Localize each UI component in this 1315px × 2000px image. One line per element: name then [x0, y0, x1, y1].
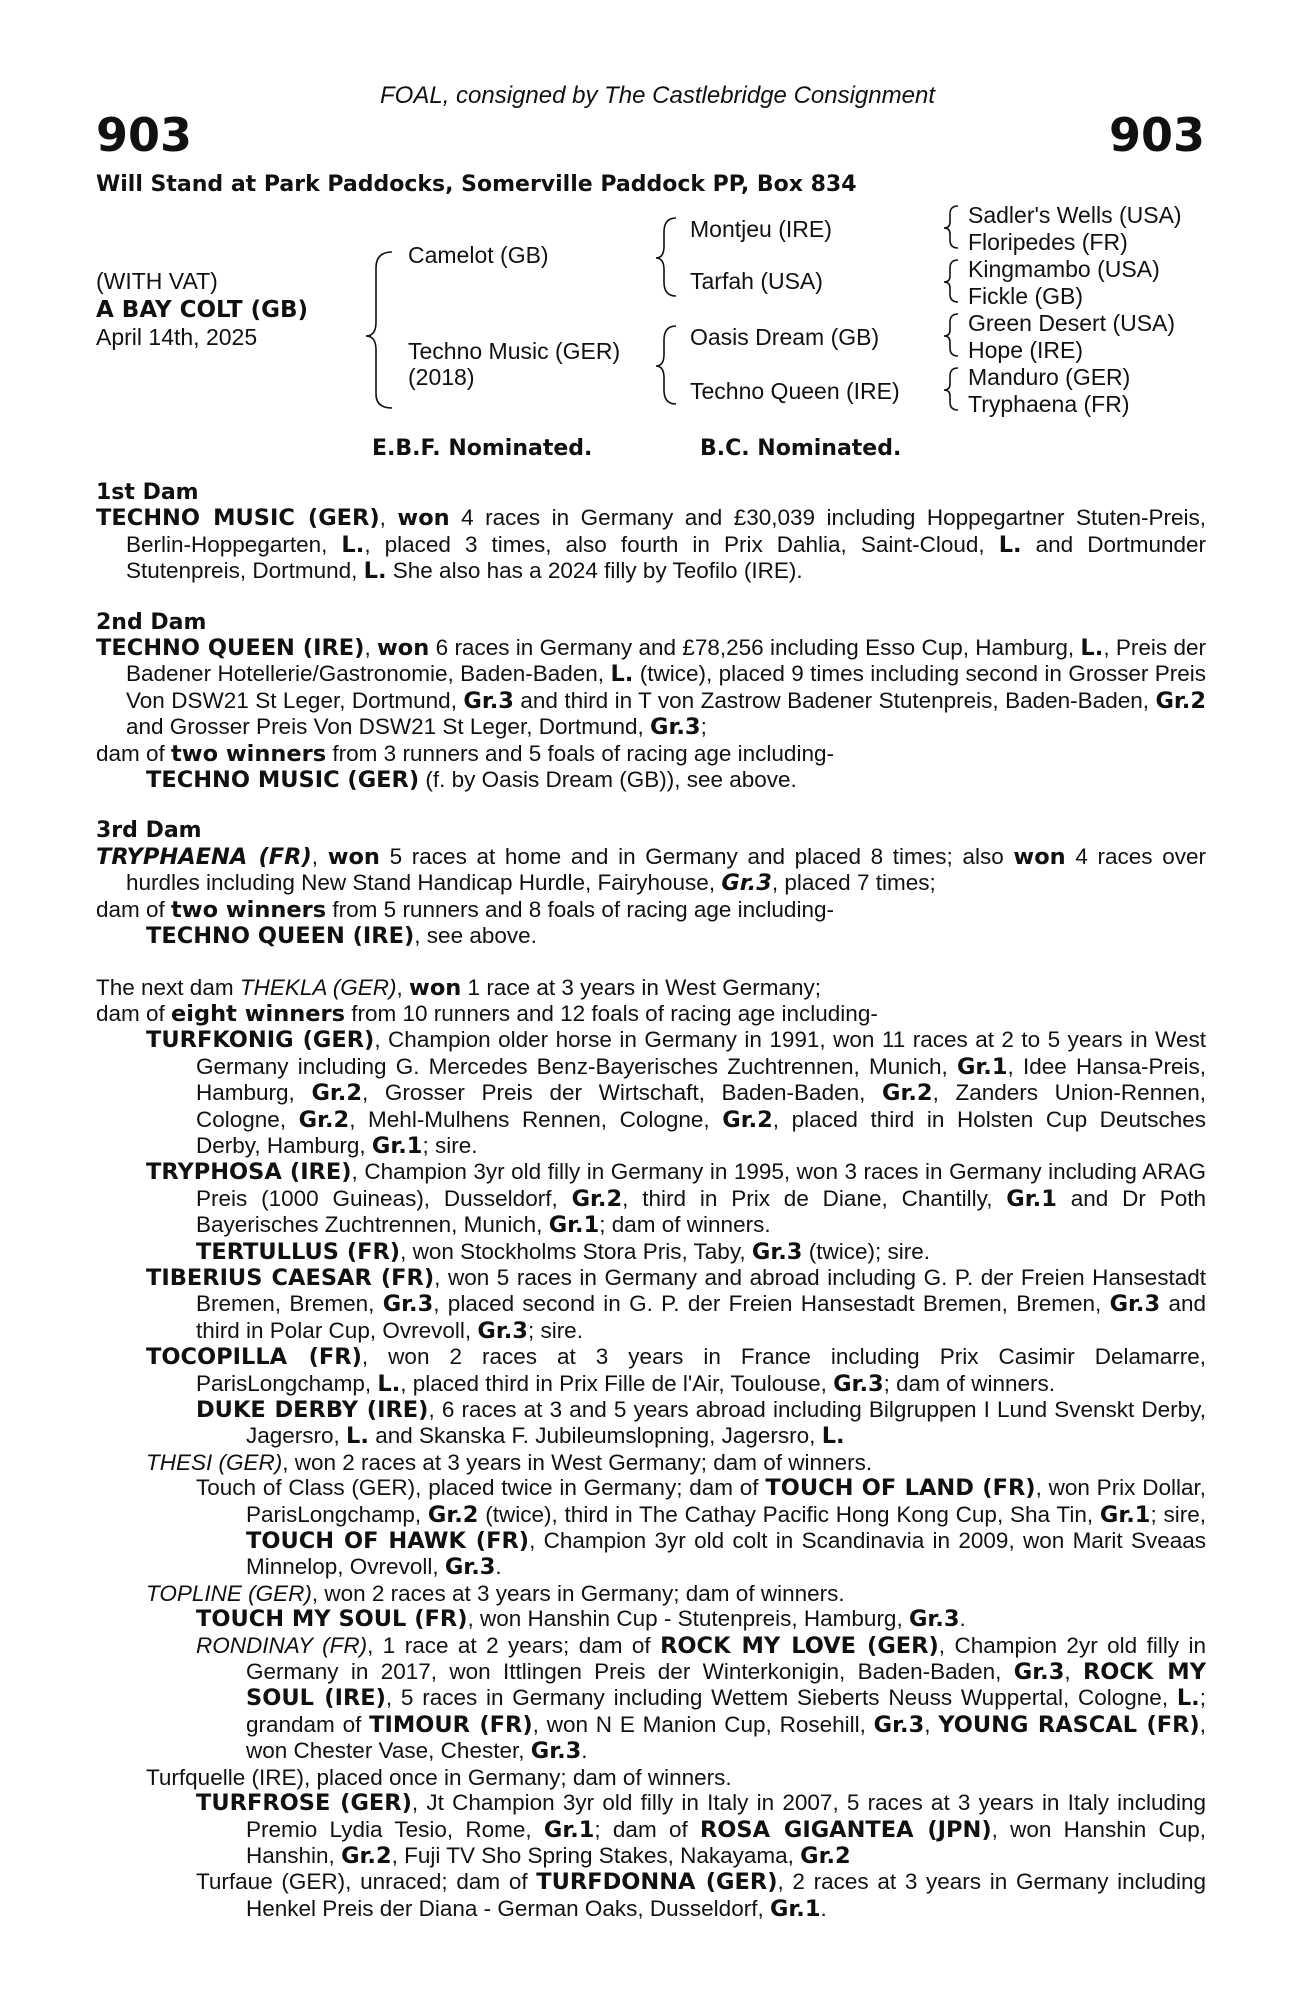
- text: 5 races at home and in Germany and placed 8 times; also: [379, 843, 1014, 869]
- horse-name: TECHNO QUEEN (IRE): [146, 923, 415, 950]
- dam-name: Techno Music (GER): [408, 338, 621, 364]
- text: .: [820, 1895, 827, 1921]
- grade-label: Gr.3: [650, 714, 701, 741]
- grade-label: Gr.3: [477, 1317, 528, 1344]
- text: She also has a 2024 filly by Teofilo (IRE).: [386, 558, 803, 584]
- text: , third in Prix de Diane, Chantilly,: [622, 1185, 1007, 1211]
- text: Touch of Class (GER), placed twice in Germany; dam of: [196, 1475, 766, 1501]
- text: (twice), third in The Cathay Pacific Hong Kong Cup, Sha Tin,: [478, 1501, 1100, 1527]
- produce-rondinay: [96, 1633, 1206, 1765]
- text: (twice); sire.: [802, 1238, 930, 1264]
- text: , placed second in G. P. der Freien Hansestadt Bremen, Bremen,: [433, 1291, 1110, 1317]
- horse-name: TOPLINE (GER): [146, 1580, 312, 1606]
- text: ,: [364, 635, 378, 661]
- horse-name: DUKE DERBY (IRE): [196, 1397, 429, 1423]
- grade-label: Gr.1: [543, 1816, 595, 1843]
- grade-label: Gr.2: [427, 1501, 479, 1528]
- horse-name: TRYPHOSA (IRE): [146, 1159, 352, 1186]
- grade-label: Gr.3: [444, 1554, 496, 1581]
- won-label: won: [409, 974, 462, 1001]
- grade-label: Gr.1: [1099, 1501, 1151, 1528]
- third-dam-produce: [96, 923, 1206, 949]
- text: , won 2 races at 3 years in Germany; dam of winners.: [311, 1580, 845, 1606]
- text: dam of: [96, 740, 172, 766]
- text: , 5 races in Germany including Wettem Sieberts Neuss Wuppertal, Cologne,: [385, 1685, 1177, 1711]
- pedigree-g3-7: Manduro (GER): [968, 364, 1131, 390]
- text: from 10 runners and 12 foals of racing age including-: [345, 1000, 878, 1026]
- text: ,: [311, 843, 328, 869]
- horse-name: TECHNO QUEEN (IRE): [96, 635, 365, 662]
- horse-name: TOUCH OF LAND (FR): [765, 1475, 1036, 1502]
- text: , Zanders Union-Rennen, Cologne,: [196, 1080, 1206, 1132]
- grade-label: Gr.3: [833, 1370, 884, 1397]
- text: Turfaue (GER), unraced; dam of: [196, 1869, 537, 1895]
- horse-name: TIMOUR (FR): [369, 1711, 533, 1738]
- second-dam-section: [96, 610, 1206, 794]
- text: , won 2 races at 3 years in France including Prix Casimir Delamarre, ParisLongchamp,: [196, 1344, 1206, 1396]
- produce-tocopilla: [96, 1344, 1206, 1397]
- text: (twice), placed 9 times including second in Grosser Preis Von DSW21 St Leger, Dortmund,: [126, 661, 1206, 713]
- text: ; dam of winners.: [883, 1370, 1055, 1396]
- grade-label: Gr.2: [571, 1185, 623, 1212]
- text: , won N E Manion Cup, Rosehill,: [532, 1711, 874, 1737]
- horse-name: TOCOPILLA (FR): [146, 1344, 362, 1371]
- text: Turfquelle (IRE), placed once in Germany; dam of winners.: [146, 1764, 732, 1790]
- won-label: won: [397, 505, 450, 532]
- text: ,: [379, 505, 398, 531]
- horse-name: TOUCH MY SOUL (FR): [196, 1606, 468, 1633]
- second-dam-heading: 2nd Dam: [96, 609, 207, 635]
- text: ,: [1064, 1659, 1083, 1685]
- produce-thesi: [96, 1450, 1206, 1475]
- text: , 2 races at 3 years in Germany including Henkel Preis der Diana - German Oaks, Dusseldorf,: [246, 1869, 1206, 1921]
- text: , Champion older horse in Germany in 1991, won 11 races at 2 to 5 years in West Germany including G. Mercedes Benz-Bayerisches Zuchtrennen, Munich,: [196, 1027, 1206, 1079]
- grade-label: Gr.3: [873, 1711, 925, 1738]
- grade-label: L.: [346, 1423, 369, 1450]
- text: , see above.: [414, 923, 537, 949]
- text: , won Stockholms Stora Pris, Taby,: [400, 1238, 752, 1264]
- grade-label: Gr.2: [882, 1080, 933, 1107]
- bracket-g3-2: [944, 260, 958, 302]
- grade-label: Gr.2: [311, 1080, 362, 1107]
- horse-name: RONDINAY (FR): [196, 1632, 368, 1658]
- grade-label: L.: [998, 531, 1022, 558]
- winners-count: two winners: [171, 896, 327, 923]
- horse-name: TURFROSE (GER): [196, 1790, 412, 1817]
- text: and Skanska F. Jubileumslopning, Jagersro,: [368, 1423, 822, 1449]
- text: ; dam of: [594, 1816, 700, 1842]
- horse-name: TECHNO MUSIC (GER): [146, 767, 420, 794]
- produce-turfaue: [96, 1869, 1206, 1922]
- grade-label: L.: [821, 1423, 845, 1450]
- pedigree-g3-2: Floripedes (FR): [968, 229, 1128, 255]
- text: , placed third in Prix Fille de l'Air, Toulouse,: [400, 1370, 834, 1396]
- text: 4 races over hurdles including New Stand Handicap Hurdle, Fairyhouse,: [126, 843, 1206, 896]
- produce-turfkonig: [96, 1027, 1206, 1159]
- produce-tertullus: [96, 1239, 1206, 1265]
- text: , placed third in Holsten Cup Deutsches Derby, Hamburg,: [196, 1106, 1206, 1158]
- horse-name: TURFDONNA (GER): [536, 1869, 778, 1896]
- text: , Idee Hansa-Preis, Hamburg,: [196, 1053, 1206, 1106]
- text: , won Hanshin Cup - Stutenpreis, Hamburg,: [467, 1606, 909, 1632]
- grade-label: Gr.2: [800, 1842, 851, 1869]
- text: , won Hanshin Cup, Hanshin,: [246, 1816, 1206, 1868]
- bracket-g3-4: [944, 368, 958, 410]
- text: , Fuji TV Sho Spring Stakes, Nakayama,: [391, 1842, 801, 1868]
- first-dam-heading: 1st Dam: [96, 480, 199, 505]
- grade-label: Gr.3: [382, 1291, 434, 1318]
- text: and third in T von Zastrow Badener Stutenpreis, Baden-Baden,: [513, 687, 1156, 713]
- horse-name: A BAY COLT (GB): [96, 297, 309, 323]
- produce-tryphosa: [96, 1159, 1206, 1238]
- produce-turfrose: [96, 1790, 1206, 1869]
- text: ; sire,: [1150, 1501, 1206, 1527]
- grade-label: Gr.3: [530, 1738, 582, 1765]
- horse-name: TURFKONIG (GER): [146, 1027, 375, 1054]
- text: , 6 races at 3 and 5 years abroad including Bilgruppen I Lund Svenskt Derby, Jagersro,: [246, 1397, 1207, 1449]
- grade-label: Gr.3: [1013, 1659, 1065, 1686]
- text: dam of: [96, 896, 172, 922]
- grade-label: Gr.1: [548, 1212, 600, 1239]
- bracket-g3-3: [944, 314, 958, 356]
- grade-label: L.: [377, 1370, 401, 1397]
- first-dam-section: [96, 480, 1206, 585]
- grade-label: Gr.3: [463, 687, 514, 714]
- text: and third in Polar Cup, Ovrevoll,: [196, 1291, 1206, 1343]
- text: ;: [700, 714, 707, 740]
- bracket-sire: [656, 218, 676, 296]
- text: from 5 runners and 8 foals of racing age including-: [326, 896, 834, 922]
- grade-label: L.: [1080, 635, 1104, 662]
- text: The next dam: [96, 974, 240, 1000]
- text: , 1 race at 2 years; dam of: [367, 1632, 661, 1658]
- grade-label: Gr.1: [371, 1132, 423, 1159]
- text: 1 race at 3 years in West Germany;: [461, 974, 822, 1000]
- horse-name: TRYPHAENA (FR): [96, 843, 312, 870]
- won-label: won: [327, 843, 380, 870]
- bracket-dam: [656, 326, 676, 404]
- text: , Champion 3yr old colt in Scandinavia in 2009, won Marit Sveaas Minnelop, Ovrevoll,: [246, 1528, 1206, 1580]
- ebf-nomination: E.B.F. Nominated.: [372, 436, 593, 461]
- text: ; dam of winners.: [599, 1212, 771, 1238]
- consignment-line: FOAL, consigned by The Castlebridge Consignment: [380, 82, 935, 109]
- text: ,: [924, 1711, 939, 1737]
- text: .: [959, 1606, 966, 1632]
- third-dam-produce-summary: [96, 897, 1206, 923]
- horse-name: ROSA GIGANTEA (JPN): [699, 1816, 992, 1843]
- grade-label: L.: [1176, 1685, 1200, 1712]
- produce-touch-my-soul: [96, 1606, 1206, 1632]
- text: 6 races in Germany and £78,256 including Esso Cup, Hamburg,: [429, 635, 1081, 661]
- text: ; sire.: [422, 1132, 478, 1158]
- produce-touch-of-class: [96, 1475, 1206, 1581]
- bc-nomination: B.C. Nominated.: [700, 436, 902, 461]
- text: , Champion 3yr old filly in Germany in 1995, won 3 races in Germany including ARAG Preis (1000 Guineas), Dusseldorf,: [196, 1159, 1206, 1211]
- won-label: won: [1013, 843, 1066, 870]
- text: , placed 3 times, also fourth in Prix Dahlia, Saint-Cloud,: [364, 531, 999, 557]
- grade-label: L.: [341, 531, 365, 558]
- text: 4 races in Germany and £30,039 including Hoppegartner Stuten-Preis, Berlin-Hoppegarten,: [126, 505, 1206, 557]
- next-dam-produce-summary: [96, 1001, 1206, 1027]
- text: and Grosser Preis Von DSW21 St Leger, Dortmund,: [126, 714, 650, 740]
- dam-foaling-year: (2018): [408, 364, 475, 390]
- pedigree-g3-1: Sadler's Wells (USA): [968, 202, 1182, 228]
- lot-number-right: 903: [1108, 108, 1205, 162]
- text: , Preis der Badener Hotellerie/Gastronomie, Baden-Baden,: [126, 635, 1206, 687]
- text: , Mehl-Mulhens Rennen, Cologne,: [349, 1106, 723, 1132]
- text: and Dortmunder Stutenpreis, Dortmund,: [126, 531, 1207, 584]
- grade-label: Gr.2: [722, 1106, 773, 1133]
- text: and Dr Poth Bayerisches Zuchtrennen, Munich,: [196, 1185, 1206, 1238]
- sire-name: Camelot (GB): [408, 242, 549, 268]
- text: .: [581, 1738, 588, 1764]
- text: ,: [396, 974, 410, 1000]
- third-dam-section: [96, 818, 1206, 949]
- text: from 3 runners and 5 foals of racing age including-: [326, 740, 834, 766]
- text: , Champion 2yr old filly in Germany in 2017, won Ittlingen Preis der Winterkonigin, Baden-Baden,: [246, 1632, 1206, 1685]
- text: , Grosser Preis der Wirtschaft, Baden-Baden,: [362, 1080, 883, 1106]
- pedigree-g3-6: Hope (IRE): [968, 337, 1084, 363]
- grade-label: Gr.2: [341, 1842, 392, 1869]
- text: .: [495, 1554, 502, 1580]
- text: ; sire.: [527, 1317, 583, 1343]
- grade-label: Gr.3: [751, 1238, 803, 1265]
- pedigree-g3-8: Tryphaena (FR): [968, 391, 1130, 417]
- next-dam-entry: [96, 975, 1206, 1001]
- horse-name: TOUCH OF HAWK (FR): [246, 1528, 530, 1555]
- catalogue-body: [96, 480, 1206, 1947]
- third-dam-heading: 3rd Dam: [96, 818, 202, 844]
- grade-label: Gr.1: [956, 1053, 1008, 1080]
- pedigree-g2-1: Montjeu (IRE): [690, 216, 832, 242]
- first-dam-entry: [96, 505, 1206, 584]
- won-label: won: [377, 635, 430, 662]
- pedigree-g3-3: Kingmambo (USA): [968, 256, 1160, 282]
- horse-name: THEKLA (GER): [239, 974, 397, 1000]
- grade-label: Gr.3: [1109, 1291, 1161, 1318]
- produce-tiberius-caesar: [96, 1265, 1206, 1344]
- produce-topline: [96, 1581, 1206, 1606]
- second-dam-produce: [96, 767, 1206, 793]
- horse-name: YOUNG RASCAL (FR): [938, 1711, 1200, 1738]
- grade-label: L.: [363, 558, 387, 585]
- pedigree-g2-4: Techno Queen (IRE): [690, 378, 900, 404]
- produce-turfquelle: [96, 1765, 1206, 1790]
- grade-label: Gr.1: [1006, 1185, 1057, 1212]
- lot-number-left: 903: [96, 108, 193, 162]
- pedigree-g3-5: Green Desert (USA): [968, 310, 1176, 336]
- pedigree-g2-2: Tarfah (USA): [690, 268, 823, 294]
- text: , won Prix Dollar, ParisLongchamp,: [246, 1475, 1206, 1527]
- horse-name: ROCK MY SOUL (IRE): [246, 1659, 1206, 1712]
- grade-label: Gr.3: [908, 1606, 960, 1633]
- text: dam of: [96, 1000, 172, 1026]
- text: , Jt Champion 3yr old filly in Italy in 2007, 5 races at 3 years in Italy including Premio Lydia Tesio, Rome,: [246, 1790, 1206, 1842]
- vat-note: (WITH VAT): [96, 268, 218, 294]
- grade-label: Gr.3: [721, 870, 772, 897]
- horse-name: TIBERIUS CAESAR (FR): [146, 1264, 435, 1291]
- text: (f. by Oasis Dream (GB)), see above.: [419, 767, 797, 793]
- horse-name: ROCK MY LOVE (GER): [660, 1632, 939, 1659]
- text: ; grandam of: [246, 1685, 1206, 1737]
- text: , won 2 races at 3 years in West Germany; dam of winners.: [282, 1449, 873, 1475]
- grade-label: Gr.2: [1155, 687, 1206, 714]
- produce-duke-derby: [96, 1397, 1206, 1450]
- third-dam-entry: [96, 844, 1206, 897]
- horse-name: TERTULLUS (FR): [196, 1238, 401, 1265]
- second-dam-entry: [96, 635, 1206, 741]
- bracket-g3-1: [944, 206, 958, 248]
- stand-location: Will Stand at Park Paddocks, Somerville Paddock PP, Box 834: [96, 172, 857, 197]
- pedigree-g2-3: Oasis Dream (GB): [690, 324, 880, 350]
- winners-count: eight winners: [171, 1000, 346, 1027]
- text: , placed 7 times;: [771, 870, 936, 896]
- horse-link: TECHNO MUSIC (GER): [96, 505, 380, 532]
- grade-label: L.: [610, 661, 634, 688]
- horse-name: THESI (GER): [146, 1449, 283, 1475]
- text: , won Chester Vase, Chester,: [246, 1711, 1206, 1764]
- grade-label: Gr.1: [769, 1895, 821, 1922]
- foaling-date: April 14th, 2025: [96, 324, 258, 350]
- second-dam-produce-summary: [96, 741, 1206, 767]
- next-dam-section: [96, 975, 1206, 1923]
- text: , won 5 races in Germany and abroad including G. P. der Freien Hansestadt Bremen, Bremen,: [196, 1264, 1206, 1317]
- bracket-sire-dam: [366, 252, 392, 408]
- pedigree-g3-4: Fickle (GB): [968, 283, 1083, 309]
- winners-count: two winners: [171, 740, 327, 767]
- grade-label: Gr.2: [298, 1106, 350, 1133]
